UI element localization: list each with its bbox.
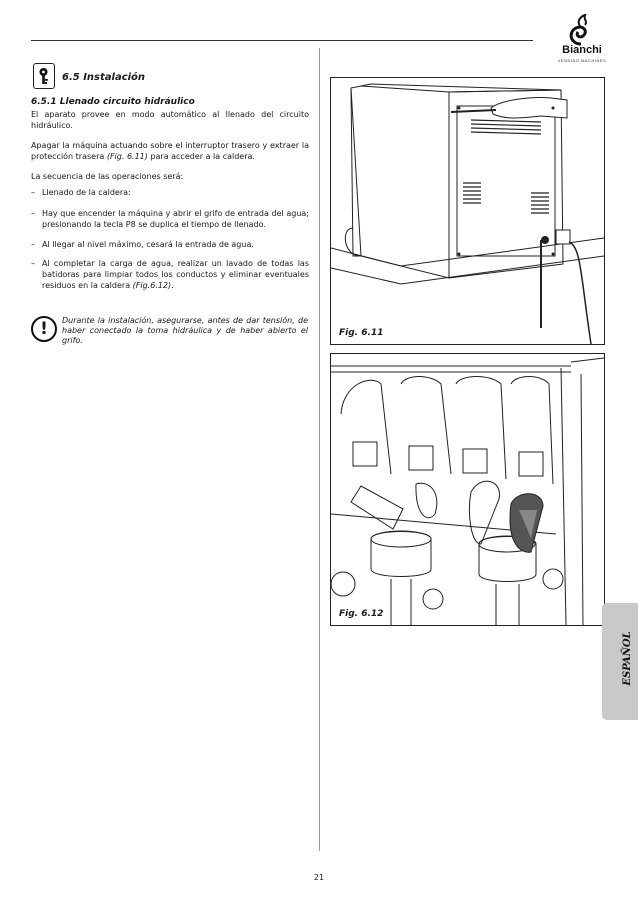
brand-logo	[552, 14, 612, 64]
section-title: 6.5 Instalación	[62, 72, 146, 83]
paragraph-intro: El aparato provee en modo automático al llenado del circuito hidráulico.	[31, 110, 309, 130]
column-divider	[319, 48, 320, 851]
logo-tagline: VENDING MACHINES	[557, 58, 607, 63]
figure-6-12	[330, 353, 605, 626]
exclamation-icon: !	[31, 316, 57, 342]
language-tab-label: ESPAÑOL	[622, 631, 633, 686]
logo-swirl-icon	[566, 14, 596, 46]
paragraph-switch-off: Apagar la máquina actuando sobre el interruptor trasero y extraer la protección trasera (Fig. 6.11) para acceder a la caldera.	[31, 141, 309, 161]
mixers-illustration	[331, 354, 604, 625]
language-tab	[602, 603, 638, 720]
subsection-title: 6.5.1 Llenado circuito hidráulico	[31, 97, 195, 107]
fig-reference: (Fig.6.12)	[132, 281, 172, 290]
paragraph-sequence: La secuencia de las operaciones será:	[31, 172, 184, 181]
machine-back-illustration	[331, 78, 604, 344]
warning-text: Durante la instalación, asegurarse, antes de dar tensión, de haber conectado la toma hidráulica y de haber abierto el grifo.	[62, 316, 308, 345]
key-icon	[33, 63, 55, 89]
figure-caption: Fig. 6.12	[339, 609, 384, 619]
header-rule	[31, 40, 533, 41]
figure-caption: Fig. 6.11	[339, 328, 384, 338]
fig-reference: (Fig. 6.11)	[106, 152, 148, 161]
page-number: 21	[313, 873, 325, 882]
figure-6-11	[330, 77, 605, 345]
logo-name: Bianchi	[562, 44, 602, 56]
